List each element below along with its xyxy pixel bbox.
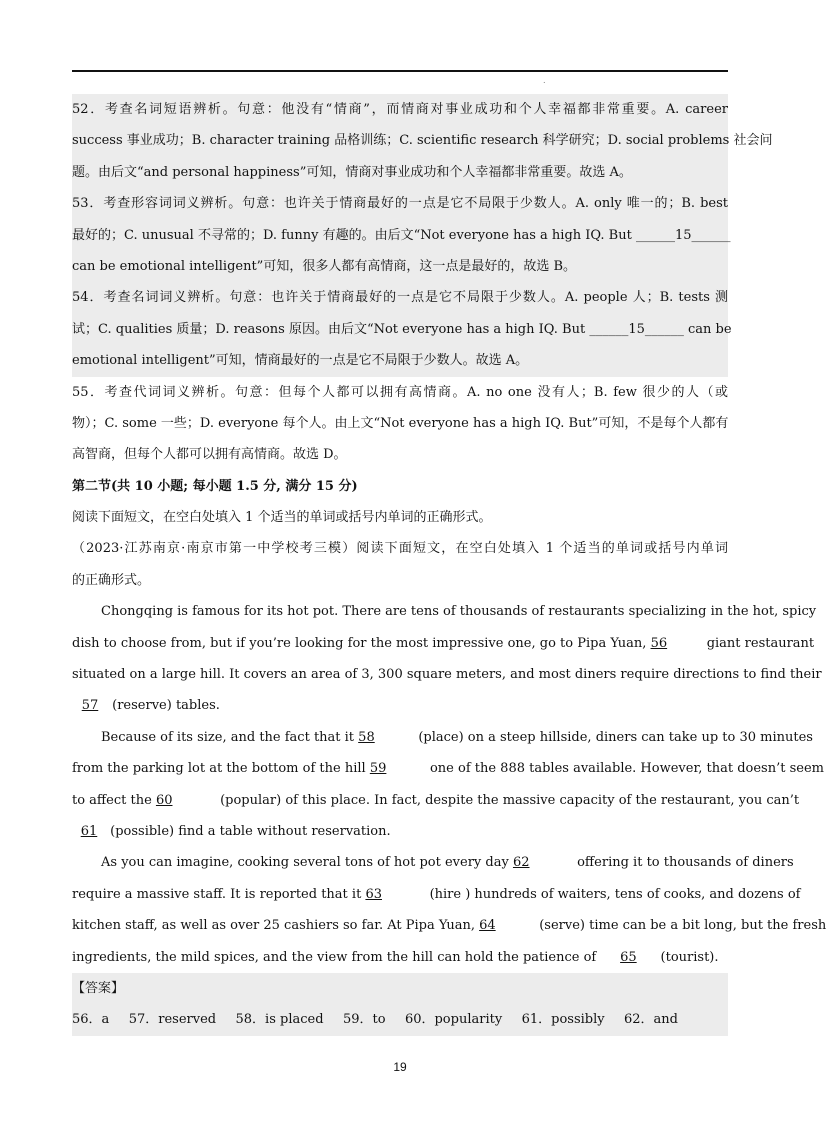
header-rule	[72, 70, 728, 72]
text-span: Because of its size, and the fact that it	[101, 729, 355, 745]
blank-63: 63	[365, 886, 382, 902]
text-line: situated on a large hill. It covers an area of 3, 300 square meters, and most diners require directions to find their	[72, 667, 822, 683]
text-line: 题。由后文“and personal happiness”可知，情商对事业成功和个人幸福都非常重要。故选 A。	[72, 157, 728, 188]
explanation-54	[72, 282, 732, 376]
text-line	[72, 785, 800, 816]
answer-item: 61．possibly	[521, 1012, 605, 1028]
text-span: dish to choose from, but if you’re looking for the most impressive one, go to Pipa Yuan,	[72, 635, 647, 651]
text-line: emotional intelligent”可知，情商最好的一点是它不局限于少数人。故选 A。	[72, 345, 728, 376]
text-span: (place) on a steep hillside, diners can take up to 30 minutes	[418, 729, 813, 745]
text-line: 高智商，但每个人都可以拥有高情商。故选 D。	[72, 447, 347, 463]
blank-57: 57	[81, 698, 99, 714]
text-span: (popular) of this place. In fact, despite the massive capacity of the restaurant, you can’t	[220, 792, 800, 808]
passage-paragraph-1	[72, 596, 822, 722]
blank-64: 64	[479, 918, 496, 934]
blank-58: 58	[358, 729, 375, 745]
text-span: one of the 888 tables available. However, that doesn’t seem	[429, 761, 824, 777]
text-line: can be emotional intelligent”可知，很多人都有高情商，这一点是最好的，故选 B。	[72, 251, 728, 282]
text-line	[72, 847, 794, 878]
text-line: 物）；C. some 一些；D. everyone 每个人。由上文“Not everyone has a high IQ. But”可知，不是每个人都有	[72, 415, 729, 431]
text-line	[72, 628, 815, 659]
blank-60: 60	[155, 792, 173, 808]
source-line: 的正确形式。	[72, 572, 151, 588]
page-number: 19	[393, 1060, 407, 1074]
passage-paragraph-3	[72, 847, 826, 973]
text-line	[72, 690, 728, 721]
text-span: to affect the	[72, 792, 152, 808]
explanation-53	[72, 188, 731, 282]
text-line	[72, 816, 728, 847]
blank-56: 56	[650, 635, 668, 651]
text-span: require a massive staff. It is reported that it	[72, 886, 362, 902]
answer-item: 56．a	[72, 1012, 110, 1028]
answer-item: 59．to	[342, 1012, 386, 1028]
blank-61: 61	[80, 823, 98, 839]
text-line	[72, 910, 826, 941]
text-line	[72, 722, 813, 753]
text-line: 53．考查形容词词义辨析。句意：也许关于情商最好的一点是它不局限于少数人。A. only 唯一的；B. best	[72, 188, 728, 219]
text-line	[72, 942, 728, 973]
text-span: kitchen staff, as well as over 25 cashiers so far. At Pipa Yuan,	[72, 918, 475, 934]
text-line: 54．考查名词词义辨析。句意：也许关于情商最好的一点是它不局限于少数人。A. people 人；B. tests 测	[72, 282, 728, 313]
answer-row	[72, 1004, 728, 1035]
text-span: giant restaurant	[706, 635, 815, 651]
passage-paragraph-2	[72, 722, 824, 848]
text-span: (reserve) tables.	[112, 698, 220, 714]
answer-label: 【答案】	[72, 973, 728, 1004]
text-line: 最好的；C. unusual 不寻常的；D. funny 有趣的。由后文“Not everyone has a high IQ. But ______15______	[72, 220, 728, 251]
section-instruction: 阅读下面短文，在空白处填入 1 个适当的单词或括号内单词的正确形式。	[72, 510, 492, 526]
blank-65: 65	[620, 949, 637, 965]
answer-item: 62．and	[624, 1012, 678, 1028]
text-span: (serve) time can be a bit long, but the fresh	[539, 918, 826, 934]
source-line: （2023·江苏南京·南京市第一中学校考三模）阅读下面短文，在空白处填入 1 个适当的单词或括号内单词	[72, 541, 728, 557]
header-dot: .	[543, 76, 546, 85]
text-line: success 事业成功；B. character training 品格训练；C. scientific research 科学研究；D. social problems 社会问	[72, 125, 728, 156]
text-span: from the parking lot at the bottom of the hill	[72, 761, 366, 777]
text-span: offering it to thousands of diners	[577, 855, 794, 871]
text-line: 试；C. qualities 质量；D. reasons 原因。由后文“Not everyone has a high IQ. But ______15______ can be	[72, 314, 728, 345]
text-line	[72, 879, 801, 910]
text-line: 52．考查名词短语辨析。句意：他没有“情商”，而情商对事业成功和个人幸福都非常重要。A. career	[72, 94, 728, 125]
text-span: ingredients, the mild spices, and the view from the hill can hold the patience of	[72, 949, 597, 965]
text-line	[72, 753, 824, 784]
answer-item: 57．reserved	[128, 1012, 217, 1028]
text-line: Chongqing is famous for its hot pot. There are tens of thousands of restaurants specializing in the hot, spicy	[101, 604, 817, 620]
text-span: (possible) find a table without reservation.	[110, 823, 391, 839]
page-content	[72, 94, 826, 1036]
text-span: (hire ) hundreds of waiters, tens of cooks, and dozens of	[429, 886, 801, 902]
explanation-52	[72, 94, 773, 188]
text-line: 55．考查代词词义辨析。句意：但每个人都可以拥有高情商。A. no one 没有人；B. few 很少的人（或	[72, 384, 728, 400]
answer-item: 60．popularity	[404, 1012, 503, 1028]
section-title: 第二节(共 10 小题; 每小题 1.5 分, 满分 15 分)	[72, 478, 358, 494]
blank-59: 59	[369, 761, 387, 777]
answer-item: 58．is placed	[235, 1012, 324, 1028]
text-span: (tourist).	[660, 949, 719, 965]
text-span: As you can imagine, cooking several tons of hot pot every day	[101, 855, 509, 871]
blank-62: 62	[512, 855, 530, 871]
explanation-55	[72, 377, 728, 471]
